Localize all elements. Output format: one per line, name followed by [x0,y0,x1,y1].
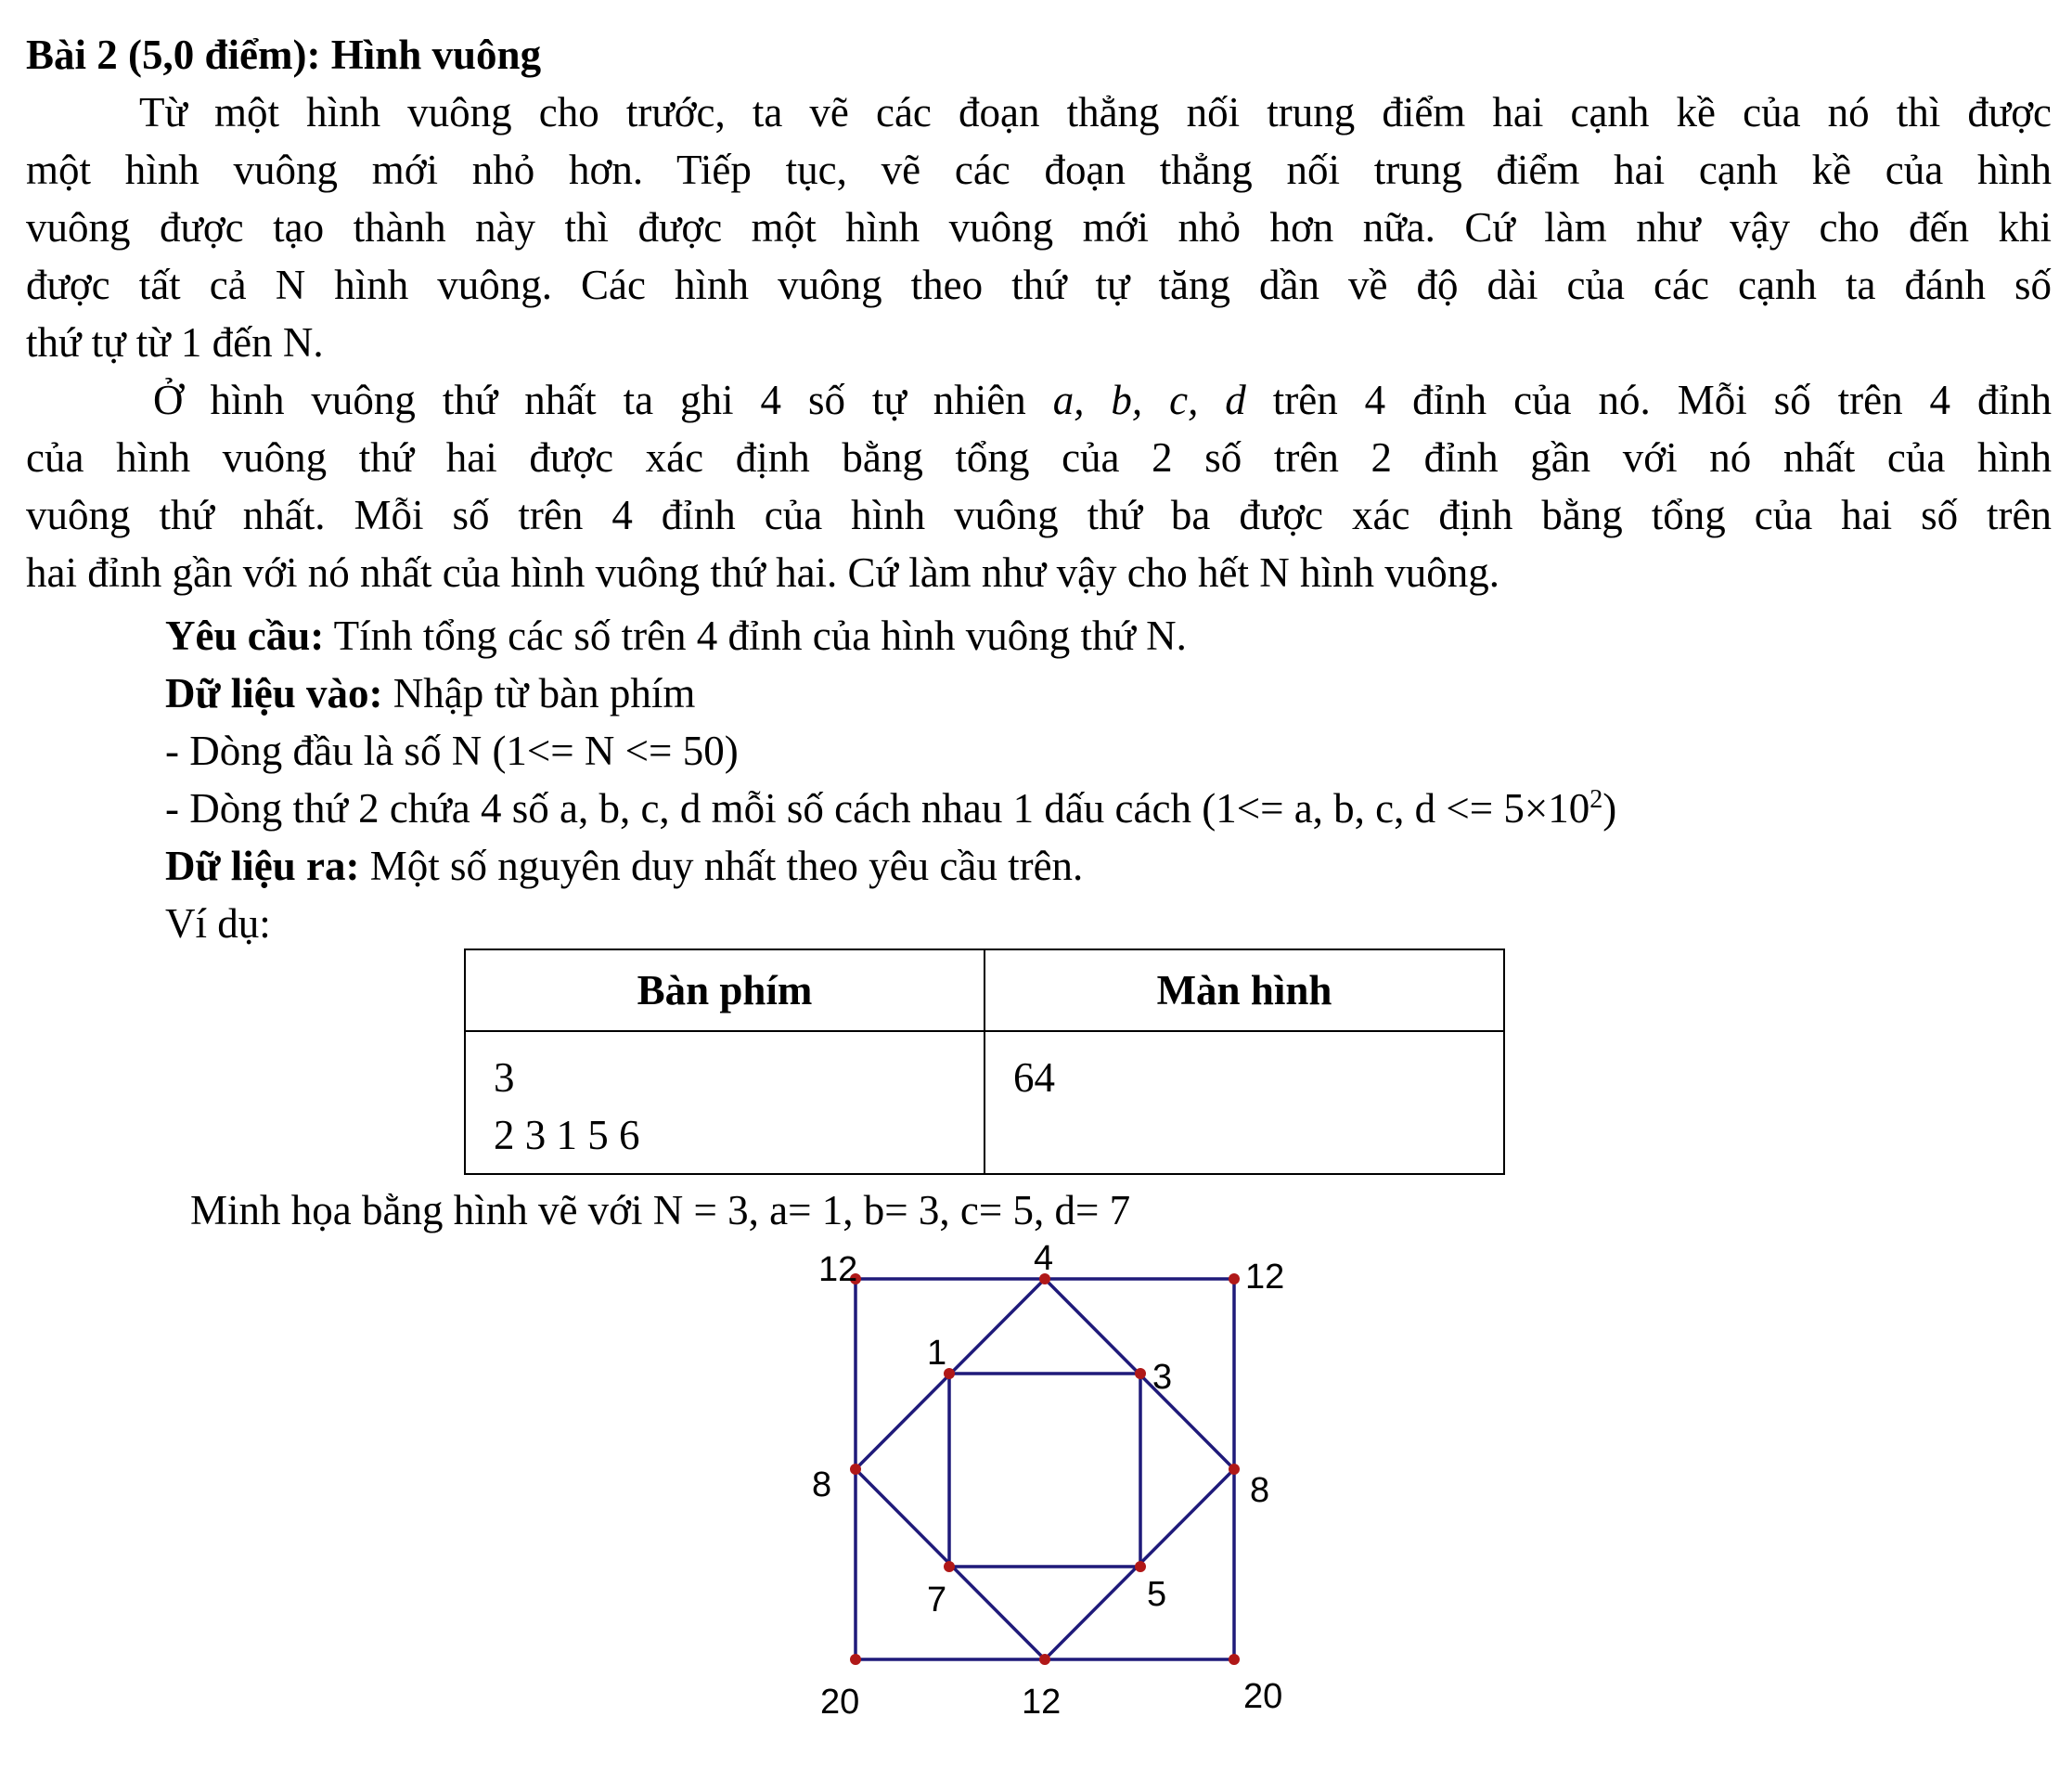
requirement-text: Tính tổng các số trên 4 đỉnh của hình vuông thứ N. [324,613,1187,659]
paragraph-2-text-a: Ở hình vuông thứ nhất ta ghi 4 số tự nhiên [153,377,1053,423]
input-line-1: - Dòng đầu là số N (1<= N <= 50) [165,728,739,774]
middle-square [856,1279,1234,1659]
problem-title: Bài 2 (5,0 điểm): Hình vuông [26,32,542,78]
vertex-outer-bl [850,1654,861,1665]
paragraph-2-variables: a, b, c, d [1052,377,1246,423]
vertex-mid-left [850,1464,861,1475]
label-outer-br: 20 [1243,1677,1283,1716]
vertex-inner-bl [944,1561,955,1572]
label-mid-top: 4 [1034,1239,1054,1278]
vertex-outer-br [1229,1654,1240,1665]
input-text: Nhập từ bàn phím [382,670,696,716]
input-line-2-text: - Dòng thứ 2 chứa 4 số a, b, c, d mỗi số cách nhau 1 dấu cách (1<= a, b, c, d <= 5×10 [165,785,1590,832]
vertex-outer-tr [1229,1273,1240,1284]
output-text: Một số nguyên duy nhất theo yêu cầu trên. [359,843,1084,889]
vertex-mid-bottom [1039,1654,1050,1665]
paragraph-2-line-4: hai đỉnh gần với nó nhất của hình vuông thứ hai. Cứ làm như vậy cho hết N hình vuông. [26,549,1499,596]
output-value: 64 [1013,1054,1055,1101]
output-label: Dữ liệu ra: [165,843,360,889]
paragraph-1-line-1: Từ một hình vuông cho trước, ta vẽ các đoạn thẳng nối trung điểm hai cạnh kề của nó thì được [139,89,2052,136]
input-line-2-end: ) [1602,785,1617,832]
paragraph-1-line-4: được tất cả N hình vuông. Các hình vuông theo thứ tự tăng dần về độ dài của các cạnh ta đánh số [26,262,2052,308]
input-value-abcd: 2 3 1 5 6 [494,1112,640,1158]
label-outer-tr: 12 [1245,1258,1285,1297]
paragraph-2-text-b: trên 4 đỉnh của nó. Mỗi số trên 4 đỉnh [1245,377,2052,423]
label-inner-bl: 7 [927,1581,947,1620]
requirement-label: Yêu cầu: [165,613,325,659]
label-inner-tr: 3 [1152,1358,1173,1397]
figure-vertices [850,1273,1240,1665]
figure-lines [856,1279,1234,1659]
vertex-inner-br [1135,1561,1146,1572]
vertex-mid-right [1229,1464,1240,1475]
label-outer-bl: 20 [820,1683,860,1722]
label-inner-tl: 1 [927,1334,947,1373]
label-mid-right: 8 [1250,1471,1270,1510]
input-label: Dữ liệu vào: [165,670,383,716]
example-label: Ví dụ: [165,900,271,947]
label-inner-br: 5 [1147,1575,1167,1614]
header-screen: Màn hình [985,949,1504,1031]
input-value-n: 3 [494,1054,515,1101]
paragraph-2-line-2: của hình vuông thứ hai được xác định bằng tổng của 2 số trên 2 đỉnh gần với nó nhất của hình [26,434,2052,481]
figure-labels [812,1239,1284,1722]
label-mid-left: 8 [812,1465,832,1504]
paragraph-1-line-5: thứ tự từ 1 đến N. [26,319,324,366]
paragraph-1-line-2: một hình vuông mới nhỏ hơn. Tiếp tục, vẽ các đoạn thẳng nối trung điểm hai cạnh kề của hình [26,147,2052,193]
inner-square [949,1374,1140,1567]
figure-caption: Minh họa bằng hình vẽ với N = 3, a= 1, b= 3, c= 5, d= 7 [190,1187,1131,1233]
paragraph-2-line-3: vuông thứ nhất. Mỗi số trên 4 đỉnh của hình vuông thứ ba được xác định bằng tổng của hai số trên [26,492,2052,538]
vertex-inner-tr [1135,1368,1146,1379]
outer-square [856,1279,1234,1659]
header-keyboard: Bàn phím [465,949,985,1031]
label-outer-tl: 12 [818,1250,858,1289]
paragraph-1-line-3: vuông được tạo thành này thì được một hình vuông mới nhỏ hơn nữa. Cứ làm như vậy cho đến khi [26,204,2052,251]
label-mid-bottom: 12 [1022,1683,1062,1722]
input-exponent: 2 [1589,785,1603,814]
